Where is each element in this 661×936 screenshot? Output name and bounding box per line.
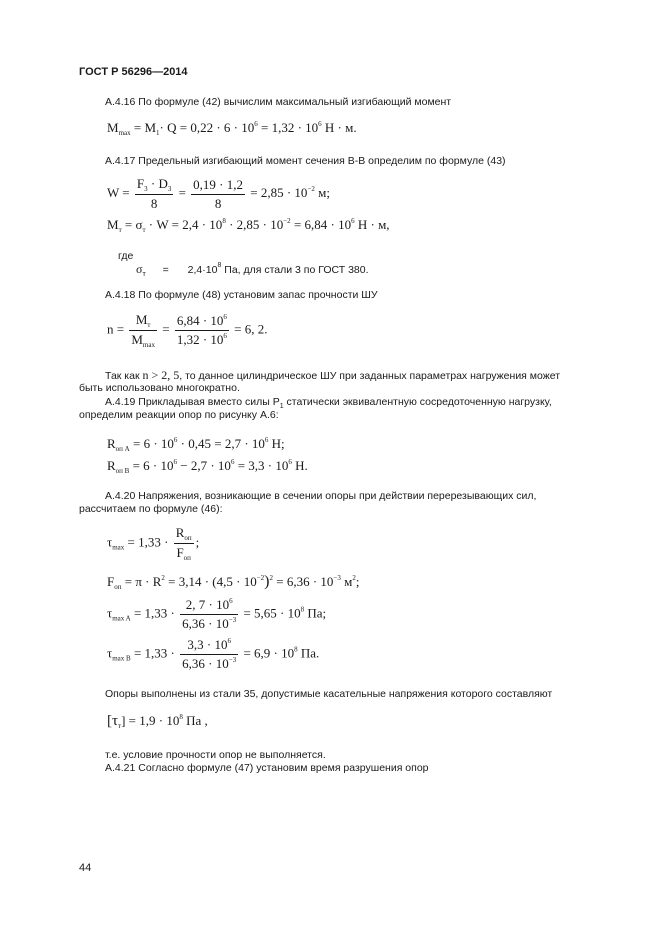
where-label: где — [118, 250, 134, 262]
page-number: 44 — [79, 862, 92, 874]
equation-m-max: $M_{max} = M_1\cdot Q = 0,22 \cdot 6 \cdot 10^6 = 1,32 \cdot 10^6$ Н · м. — [107, 120, 357, 137]
equation-m-t: $M_т = \sigma_т \cdot W = 2,4 \cdot 10^8 \cdot 2,85 \cdot 10^{-2} = 6,84 \cdot 10^6$ Н · м, — [107, 217, 390, 234]
section-a416-text: А.4.16 По формуле (42) вычислим максимальный изгибающий момент — [105, 96, 452, 108]
conclusion-text: т.е. условие прочности опор не выполняется. — [105, 749, 326, 761]
section-a420-line1: А.4.20 Напряжения, возникающие в сечении опоры при действии перерезывающих сил, — [105, 490, 537, 502]
section-a417-text: А.4.17 Предельный изгибающий момент сечения В-В определим по формуле (43) — [105, 155, 506, 167]
equation-w: W = $\frac{F_3 \cdot D_3}{8}$ = $\frac{0,19 \cdot 1,2}{8}$ = $2,85 \cdot 10^{-2}$ м; — [107, 176, 330, 211]
equation-r-a: $R_{оп А} = 6 \cdot 10^6 \cdot 0,45 = 2,7 \cdot 10^6$ Н; — [107, 436, 285, 453]
equation-r-b: $R_{оп В} = 6 \cdot 10^6 - 2,7 \cdot 10^6 = 3,3 \cdot 10^6$ Н. — [107, 458, 308, 475]
paragraph-n-condition: Так как n > 2, 5, то данное цилиндрическое ШУ при заданных параметрах нагружения может — [105, 368, 561, 382]
section-a418-text: А.4.18 По формуле (48) установим запас прочности ШУ — [105, 289, 378, 301]
section-a420-line2: рассчитаем по формуле (46): — [79, 503, 223, 515]
equation-tau-max: $\tau_{max} = 1,33$ · $\frac{R_{оп}}{F_{оп}}$ ; — [107, 525, 200, 562]
equation-tau-max-b: $\tau_{max B} = 1,33$ · $\frac{3,3 \cdot 10^6}{6,36 \cdot 10^{-3}}$ = $6,9 \cdot 10^8$ Па. — [107, 637, 320, 671]
section-a421-text: А.4.21 Согласно формуле (47) установим время разрушения опор — [105, 762, 429, 774]
page-header: ГОСТ Р 56296—2014 — [79, 66, 188, 78]
sigma-definition: $\sigma_т = 2,4\cdot 10^8$ Па, для стали 3 по ГОСТ 380. — [136, 262, 369, 278]
equation-f-op: $F_{оп} = \pi \cdot R^2 = 3,14 \cdot (4,5 \cdot 10^{-2})^2 = 6,36 \cdot 10^{-3}$ $м^2$; — [107, 573, 360, 591]
supports-text: Опоры выполнены из стали 35, допустимые касательные напряжения которого составляют — [105, 688, 553, 700]
section-a419-line1: А.4.19 Прикладывая вместо силы $Р_1$ статически эквивалентную сосредоточенную нагрузку, — [105, 396, 552, 410]
equation-tau-max-a: $\tau_{max A} = 1,33$ · $\frac{2, 7 \cdot 10^6}{6,36 \cdot 10^{-3}}$ = $5,65 \cdot 10^8$ Па; — [107, 597, 327, 631]
equation-tau-allowed: $[\tau_т] = 1,9 \cdot 10^8$ Па , — [107, 713, 208, 730]
paragraph-n-condition-line2: быть использовано многократно. — [79, 382, 240, 394]
section-a419-line2: определим реакции опор по рисунку А.6: — [79, 409, 279, 421]
equation-n: n = $\frac{M_т}{M_{max}}$ = $\frac{6,84 \cdot 10^6}{1,32 \cdot 10^6}$ = 6, 2. — [107, 312, 268, 349]
